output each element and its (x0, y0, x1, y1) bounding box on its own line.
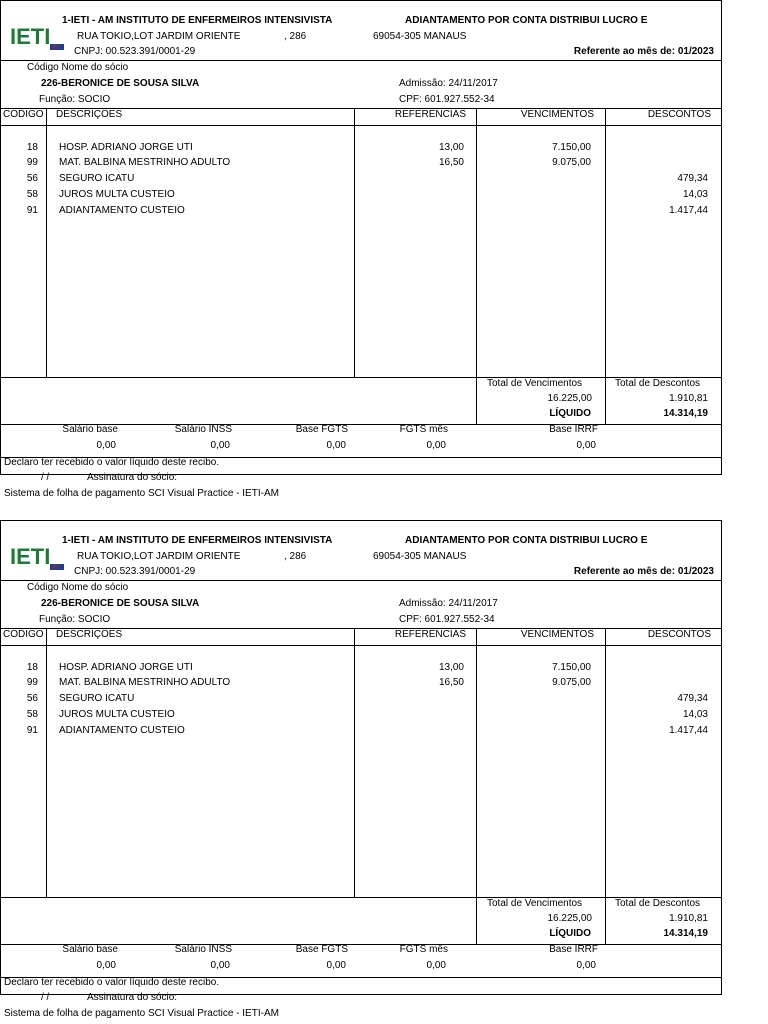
signature-date: / / (41, 472, 50, 483)
total-earnings-value: 16.225,00 (547, 913, 592, 924)
base-value: 0,00 (326, 440, 346, 451)
base-label: Base IRRF (549, 424, 598, 435)
item-earnings: 9.075,00 (552, 677, 591, 688)
reference-month: Referente ao mês de: 01/2023 (573, 566, 714, 577)
item-earnings: 7.150,00 (552, 142, 591, 153)
employee-header-label: Código Nome do sócio (27, 62, 129, 73)
base-value: 0,00 (96, 440, 116, 451)
employee-function: Função: SOCIO (39, 94, 111, 105)
item-code: 91 (26, 725, 38, 736)
item-code: 91 (26, 205, 38, 216)
item-description: MAT. BALBINA MESTRINHO ADULTO (59, 157, 231, 168)
total-deductions-label: Total de Descontos (615, 898, 701, 909)
base-label: Base FGTS (295, 424, 348, 435)
base-value: 0,00 (576, 960, 596, 971)
item-deductions: 479,34 (677, 693, 708, 704)
item-reference: 16,50 (438, 677, 464, 688)
item-deductions: 479,34 (677, 173, 708, 184)
logo-sub-text: AM (52, 565, 60, 570)
employee-cpf: CPF: 601.927.552-34 (399, 94, 495, 105)
item-code: 58 (26, 189, 38, 200)
item-earnings: 7.150,00 (552, 662, 591, 673)
base-label: FGTS mês (399, 944, 448, 955)
column-separator (354, 628, 355, 897)
company-name: 1-IETI - AM INSTITUTO DE ENFERMEIROS INTENSIVISTA (62, 15, 333, 26)
net-value: 14.314,19 (663, 408, 708, 419)
employee-code-name: 226-BERONICE DE SOUSA SILVA (41, 78, 200, 89)
employee-admission: Admissão: 24/11/2017 (399, 78, 498, 89)
column-header-reference: REFERÊNCIAS (394, 109, 466, 120)
divider (0, 125, 721, 126)
company-address-number: , 286 (284, 31, 307, 42)
divider (0, 60, 721, 61)
item-description: JUROS MULTA CUSTEIO (59, 189, 175, 200)
base-value: 0,00 (576, 440, 596, 451)
divider (0, 645, 721, 646)
signature-label: Assinatura do sócio: (87, 992, 178, 1003)
item-deductions: 14,03 (682, 709, 708, 720)
payslip-receipt (0, 0, 722, 499)
item-description: MAT. BALBINA MESTRINHO ADULTO (59, 677, 231, 688)
item-earnings: 9.075,00 (552, 157, 591, 168)
item-deductions: 1.417,44 (669, 725, 708, 736)
divider (0, 377, 721, 378)
document-title: ADIANTAMENTO POR CONTA DISTRIBUI LUCRO E (405, 535, 648, 546)
employee-header-label: Código Nome do sócio (27, 582, 129, 593)
item-description: SEGURO ICATU (59, 173, 135, 184)
company-cnpj: CNPJ: 00.523.391/0001-29 (74, 46, 196, 57)
company-name: 1-IETI - AM INSTITUTO DE ENFERMEIROS INTENSIVISTA (62, 535, 333, 546)
net-value: 14.314,19 (663, 928, 708, 939)
total-deductions-label: Total de Descontos (615, 378, 701, 389)
employee-function: Função: SOCIO (39, 614, 111, 625)
footer-system-text: Sistema de folha de pagamento SCI Visual Practice - IETI-AM (4, 488, 279, 499)
column-header-earnings: VENCIMENTOS (520, 109, 594, 120)
net-label: LÍQUIDO (549, 928, 591, 939)
total-earnings-label: Total de Vencimentos (487, 378, 583, 389)
base-value: 0,00 (96, 960, 116, 971)
base-value: 0,00 (326, 960, 346, 971)
column-separator (354, 108, 355, 377)
base-value: 0,00 (210, 440, 230, 451)
footer-system-text: Sistema de folha de pagamento SCI Visual Practice - IETI-AM (4, 1008, 279, 1019)
signature-label: Assinatura do sócio: (87, 472, 178, 483)
total-earnings-value: 16.225,00 (547, 393, 592, 404)
column-header-description: DESCRIÇÕES (56, 109, 123, 120)
item-description: HOSP. ADRIANO JORGE UTI (59, 662, 193, 673)
column-header-code: CÓDIGO (3, 629, 44, 640)
item-reference: 13,00 (438, 662, 464, 673)
total-earnings-label: Total de Vencimentos (487, 898, 583, 909)
item-description: JUROS MULTA CUSTEIO (59, 709, 175, 720)
company-address: RUA TOKIO,LOT JARDIM ORIENTE (77, 551, 241, 562)
item-description: ADIANTAMENTO CUSTEIO (59, 205, 185, 216)
column-header-earnings: VENCIMENTOS (520, 629, 594, 640)
item-code: 99 (26, 157, 38, 168)
column-separator (46, 628, 47, 897)
base-label: Salário base (62, 424, 118, 435)
ieti-am-logo (10, 544, 66, 570)
employee-admission: Admissão: 24/11/2017 (399, 598, 498, 609)
company-cnpj: CNPJ: 00.523.391/0001-29 (74, 566, 196, 577)
company-cep-city: 69054-305 MANAUS (373, 31, 467, 42)
company-address: RUA TOKIO,LOT JARDIM ORIENTE (77, 31, 241, 42)
reference-month: Referente ao mês de: 01/2023 (573, 46, 714, 57)
divider (0, 897, 721, 898)
payslip-receipt (0, 520, 722, 1019)
item-code: 56 (26, 693, 38, 704)
employee-cpf: CPF: 601.927.552-34 (399, 614, 495, 625)
item-reference: 16,50 (438, 157, 464, 168)
item-reference: 13,00 (438, 142, 464, 153)
item-code: 99 (26, 677, 38, 688)
base-label: FGTS mês (399, 424, 448, 435)
item-code: 18 (26, 662, 38, 673)
item-code: 56 (26, 173, 38, 184)
column-header-deductions: DESCONTOS (647, 629, 711, 640)
base-label: Base IRRF (549, 944, 598, 955)
item-code: 58 (26, 709, 38, 720)
company-cep-city: 69054-305 MANAUS (373, 551, 467, 562)
employee-code-name: 226-BERONICE DE SOUSA SILVA (41, 598, 200, 609)
item-description: SEGURO ICATU (59, 693, 135, 704)
declaration-text: Declaro ter recebido o valor líquido deste recibo. (4, 457, 220, 468)
column-separator (46, 108, 47, 377)
net-label: LÍQUIDO (549, 408, 591, 419)
item-code: 18 (26, 142, 38, 153)
column-header-reference: REFERÊNCIAS (394, 629, 466, 640)
divider (0, 580, 721, 581)
column-header-description: DESCRIÇÕES (56, 629, 123, 640)
column-header-code: CÓDIGO (3, 109, 44, 120)
base-value: 0,00 (426, 440, 446, 451)
item-deductions: 1.417,44 (669, 205, 708, 216)
document-title: ADIANTAMENTO POR CONTA DISTRIBUI LUCRO E (405, 15, 648, 26)
column-header-deductions: DESCONTOS (647, 109, 711, 120)
company-address-number: , 286 (284, 551, 307, 562)
base-label: Salário base (62, 944, 118, 955)
logo-text: IETI (10, 544, 51, 569)
declaration-text: Declaro ter recebido o valor líquido deste recibo. (4, 977, 220, 988)
base-value: 0,00 (210, 960, 230, 971)
signature-date: / / (41, 992, 50, 1003)
total-deductions-value: 1.910,81 (669, 913, 708, 924)
base-value: 0,00 (426, 960, 446, 971)
item-deductions: 14,03 (682, 189, 708, 200)
base-label: Base FGTS (295, 944, 348, 955)
item-description: HOSP. ADRIANO JORGE UTI (59, 142, 193, 153)
logo-text: IETI (10, 24, 51, 49)
total-deductions-value: 1.910,81 (669, 393, 708, 404)
item-description: ADIANTAMENTO CUSTEIO (59, 725, 185, 736)
base-label: Salário INSS (174, 424, 232, 435)
base-label: Salário INSS (174, 944, 232, 955)
logo-sub-text: AM (52, 45, 60, 50)
ieti-am-logo (10, 24, 66, 50)
